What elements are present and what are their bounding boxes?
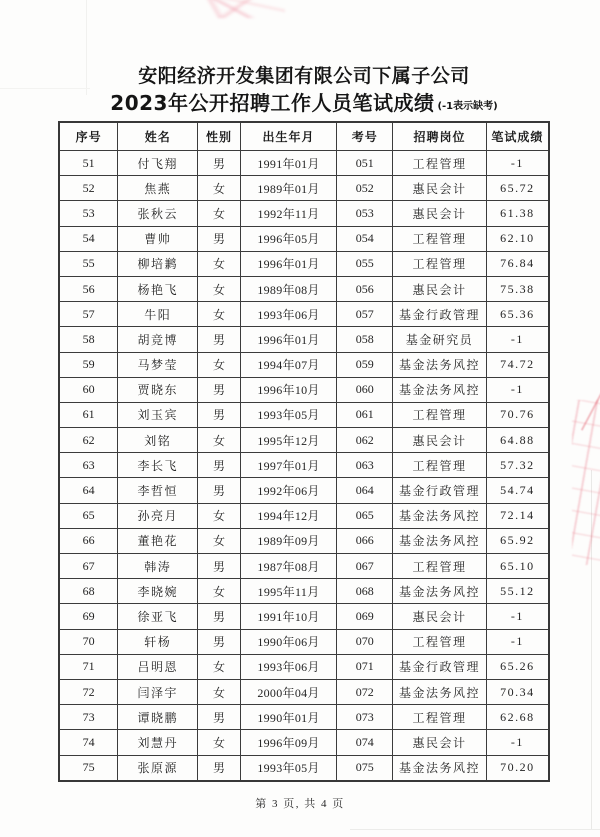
- table-row: [59, 730, 549, 755]
- table-cell: -1: [486, 327, 549, 352]
- table-cell: 男: [198, 402, 241, 427]
- table-cell: 惠民会计: [393, 176, 487, 201]
- table-row: [59, 705, 549, 730]
- table-cell: 055: [337, 251, 393, 276]
- table-cell: 1996年05月: [240, 226, 337, 251]
- table-cell: 64.88: [486, 428, 549, 453]
- table-cell: 男: [198, 226, 241, 251]
- table-cell: 060: [337, 377, 393, 402]
- table-cell: 1996年09月: [240, 730, 337, 755]
- table-row: [59, 428, 549, 453]
- red-stamp-fragment-top-icon: [180, 0, 285, 18]
- table-cell: 男: [198, 705, 241, 730]
- table-row: [59, 276, 549, 301]
- document-header: [58, 63, 550, 121]
- table-cell: 张原源: [118, 755, 198, 781]
- table-cell: 1989年08月: [240, 276, 337, 301]
- table-row: [59, 453, 549, 478]
- table-cell: 054: [337, 226, 393, 251]
- table-cell: 1993年06月: [240, 302, 337, 327]
- table-cell: 工程管理: [393, 554, 487, 579]
- table-header-row: [59, 122, 549, 151]
- column-header: 招聘岗位: [393, 122, 487, 151]
- table-row: [59, 402, 549, 427]
- table-row: [59, 679, 549, 704]
- table-cell: 60: [59, 377, 118, 402]
- table-cell: 2000年04月: [240, 679, 337, 704]
- table-cell: 064: [337, 478, 393, 503]
- table-cell: 74: [59, 730, 118, 755]
- table-cell: 1989年01月: [240, 176, 337, 201]
- table-cell: 男: [198, 629, 241, 654]
- table-cell: 女: [198, 201, 241, 226]
- column-header: 姓名: [118, 122, 198, 151]
- table-cell: 刘玉宾: [118, 402, 198, 427]
- table-cell: 65: [59, 503, 118, 528]
- table-cell: 男: [198, 478, 241, 503]
- table-cell: 基金法务风控: [393, 579, 487, 604]
- scores-table: [58, 121, 550, 782]
- table-row: [59, 503, 549, 528]
- table-cell: 1992年11月: [240, 201, 337, 226]
- table-cell: 1994年12月: [240, 503, 337, 528]
- table-cell: 惠民会计: [393, 604, 487, 629]
- table-cell: 61.38: [486, 201, 549, 226]
- table-cell: 068: [337, 579, 393, 604]
- table-cell: 72: [59, 679, 118, 704]
- table-cell: 57: [59, 302, 118, 327]
- table-row: [59, 201, 549, 226]
- table-cell: 066: [337, 528, 393, 553]
- table-cell: 051: [337, 151, 393, 176]
- table-cell: 70.20: [486, 755, 549, 781]
- table-cell: 65.10: [486, 554, 549, 579]
- table-cell: 1991年10月: [240, 604, 337, 629]
- table-cell: 1990年01月: [240, 705, 337, 730]
- scan-artifact: [350, 829, 600, 830]
- table-cell: 56: [59, 276, 118, 301]
- table-cell: 男: [198, 377, 241, 402]
- table-cell: -1: [486, 604, 549, 629]
- table-cell: 64: [59, 478, 118, 503]
- table-row: [59, 352, 549, 377]
- table-cell: 马梦莹: [118, 352, 198, 377]
- table-cell: 1993年06月: [240, 654, 337, 679]
- table-cell: 女: [198, 428, 241, 453]
- table-cell: 女: [198, 503, 241, 528]
- table-cell: 基金法务风控: [393, 528, 487, 553]
- table-cell: 062: [337, 428, 393, 453]
- table-cell: 谭晓鹏: [118, 705, 198, 730]
- table-cell: 韩涛: [118, 554, 198, 579]
- table-row: [59, 604, 549, 629]
- table-row: [59, 528, 549, 553]
- table-cell: 66: [59, 528, 118, 553]
- table-cell: 刘慧丹: [118, 730, 198, 755]
- table-cell: 轩杨: [118, 629, 198, 654]
- table-cell: 工程管理: [393, 151, 487, 176]
- table-cell: 1991年01月: [240, 151, 337, 176]
- table-cell: 55: [59, 251, 118, 276]
- table-cell: 刘铭: [118, 428, 198, 453]
- table-cell: 70: [59, 629, 118, 654]
- table-cell: 男: [198, 453, 241, 478]
- table-cell: 057: [337, 302, 393, 327]
- table-cell: 付飞翔: [118, 151, 198, 176]
- table-row: [59, 579, 549, 604]
- table-cell: 李长飞: [118, 453, 198, 478]
- table-cell: 女: [198, 579, 241, 604]
- table-cell: 基金法务风控: [393, 377, 487, 402]
- document-title-line2: [58, 89, 550, 121]
- table-cell: 65.36: [486, 302, 549, 327]
- table-cell: 63: [59, 453, 118, 478]
- table-cell: 女: [198, 528, 241, 553]
- table-cell: 基金法务风控: [393, 503, 487, 528]
- table-cell: 61: [59, 402, 118, 427]
- table-cell: -1: [486, 730, 549, 755]
- table-row: [59, 654, 549, 679]
- table-cell: 惠民会计: [393, 730, 487, 755]
- table-cell: 李晓婉: [118, 579, 198, 604]
- table-cell: 曹帅: [118, 226, 198, 251]
- table-cell: -1: [486, 377, 549, 402]
- table-cell: 1990年06月: [240, 629, 337, 654]
- table-cell: 基金行政管理: [393, 478, 487, 503]
- table-cell: 1992年06月: [240, 478, 337, 503]
- table-cell: 62: [59, 428, 118, 453]
- table-row: [59, 251, 549, 276]
- table-cell: 1993年05月: [240, 755, 337, 781]
- table-cell: 杨艳飞: [118, 276, 198, 301]
- page-footer: 第 3 页, 共 4 页: [255, 798, 345, 810]
- table-cell: 孙亮月: [118, 503, 198, 528]
- table-cell: -1: [486, 629, 549, 654]
- column-header: 笔试成绩: [486, 122, 549, 151]
- document-title-line1: 安阳经济开发集团有限公司下属子公司: [138, 65, 470, 87]
- table-cell: 1995年12月: [240, 428, 337, 453]
- red-stamp-fragment-right-icon: [572, 400, 600, 565]
- table-cell: 女: [198, 730, 241, 755]
- table-cell: 075: [337, 755, 393, 781]
- table-cell: 女: [198, 276, 241, 301]
- table-cell: 1996年01月: [240, 327, 337, 352]
- table-cell: 男: [198, 604, 241, 629]
- table-cell: 胡竞博: [118, 327, 198, 352]
- table-row: [59, 327, 549, 352]
- table-cell: 53: [59, 201, 118, 226]
- table-cell: 70.76: [486, 402, 549, 427]
- table-cell: 工程管理: [393, 705, 487, 730]
- table-cell: 51: [59, 151, 118, 176]
- table-cell: 59: [59, 352, 118, 377]
- table-cell: 071: [337, 654, 393, 679]
- table-row: [59, 302, 549, 327]
- column-header: 出生年月: [240, 122, 337, 151]
- table-cell: 073: [337, 705, 393, 730]
- table-cell: 女: [198, 176, 241, 201]
- table-cell: 65.26: [486, 654, 549, 679]
- table-cell: -1: [486, 151, 549, 176]
- table-cell: 67: [59, 554, 118, 579]
- table-row: [59, 377, 549, 402]
- table-cell: 董艳花: [118, 528, 198, 553]
- table-cell: 54.74: [486, 478, 549, 503]
- table-cell: 男: [198, 755, 241, 781]
- table-cell: 074: [337, 730, 393, 755]
- table-cell: 74.72: [486, 352, 549, 377]
- table-cell: 1987年08月: [240, 554, 337, 579]
- table-cell: 惠民会计: [393, 276, 487, 301]
- table-cell: 55.12: [486, 579, 549, 604]
- table-cell: 57.32: [486, 453, 549, 478]
- table-cell: 1995年11月: [240, 579, 337, 604]
- table-cell: 徐亚飞: [118, 604, 198, 629]
- table-cell: 052: [337, 176, 393, 201]
- table-cell: 053: [337, 201, 393, 226]
- table-cell: 058: [337, 327, 393, 352]
- table-cell: 75: [59, 755, 118, 781]
- table-cell: 52: [59, 176, 118, 201]
- table-cell: 工程管理: [393, 629, 487, 654]
- table-cell: 惠民会计: [393, 428, 487, 453]
- table-cell: 059: [337, 352, 393, 377]
- document-title-line2-text: 2023年公开招聘工作人员笔试成绩: [110, 91, 435, 115]
- table-cell: 65.92: [486, 528, 549, 553]
- table-cell: 李哲恒: [118, 478, 198, 503]
- table-cell: 女: [198, 352, 241, 377]
- table-cell: 58: [59, 327, 118, 352]
- table-cell: 焦燕: [118, 176, 198, 201]
- table-cell: 闫泽宇: [118, 679, 198, 704]
- table-cell: 070: [337, 629, 393, 654]
- table-cell: 基金行政管理: [393, 654, 487, 679]
- table-cell: 72.14: [486, 503, 549, 528]
- table-row: [59, 478, 549, 503]
- table-cell: 065: [337, 503, 393, 528]
- table-cell: 贾晓东: [118, 377, 198, 402]
- table-cell: 072: [337, 679, 393, 704]
- table-cell: 基金法务风控: [393, 679, 487, 704]
- table-cell: 工程管理: [393, 226, 487, 251]
- table-cell: 65.72: [486, 176, 549, 201]
- table-cell: 基金法务风控: [393, 352, 487, 377]
- table-cell: 62.10: [486, 226, 549, 251]
- table-cell: 柳培鹣: [118, 251, 198, 276]
- table-cell: 70.34: [486, 679, 549, 704]
- table-cell: 1989年09月: [240, 528, 337, 553]
- table-cell: 73: [59, 705, 118, 730]
- table-cell: 1996年10月: [240, 377, 337, 402]
- table-cell: 1993年05月: [240, 402, 337, 427]
- table-cell: 工程管理: [393, 453, 487, 478]
- table-cell: 张秋云: [118, 201, 198, 226]
- table-cell: 62.68: [486, 705, 549, 730]
- table-cell: 75.38: [486, 276, 549, 301]
- table-cell: 女: [198, 679, 241, 704]
- table-cell: 惠民会计: [393, 201, 487, 226]
- table-cell: 工程管理: [393, 402, 487, 427]
- table-cell: 女: [198, 251, 241, 276]
- table-cell: 1997年01月: [240, 453, 337, 478]
- table-cell: 68: [59, 579, 118, 604]
- table-row: [59, 755, 549, 781]
- table-row: [59, 226, 549, 251]
- table-cell: 1996年01月: [240, 251, 337, 276]
- table-cell: 男: [198, 327, 241, 352]
- table-cell: 69: [59, 604, 118, 629]
- table-cell: 056: [337, 276, 393, 301]
- table-row: [59, 151, 549, 176]
- table-row: [59, 554, 549, 579]
- table-cell: 男: [198, 554, 241, 579]
- table-cell: 71: [59, 654, 118, 679]
- absent-score-note: (-1表示缺考): [437, 101, 498, 112]
- column-header: 考号: [337, 122, 393, 151]
- table-row: [59, 629, 549, 654]
- column-header: 性别: [198, 122, 241, 151]
- table-cell: 1994年07月: [240, 352, 337, 377]
- table-cell: 牛阳: [118, 302, 198, 327]
- table-cell: 女: [198, 302, 241, 327]
- table-cell: 吕明恩: [118, 654, 198, 679]
- table-cell: 基金研究员: [393, 327, 487, 352]
- column-header: 序号: [59, 122, 118, 151]
- table-cell: 061: [337, 402, 393, 427]
- table-cell: 基金法务风控: [393, 755, 487, 781]
- table-cell: 基金行政管理: [393, 302, 487, 327]
- table-cell: 067: [337, 554, 393, 579]
- table-body: [59, 151, 549, 781]
- table-cell: 男: [198, 151, 241, 176]
- table-cell: 063: [337, 453, 393, 478]
- table-cell: 工程管理: [393, 251, 487, 276]
- table-row: [59, 176, 549, 201]
- table-cell: 54: [59, 226, 118, 251]
- table-cell: 76.84: [486, 251, 549, 276]
- table-cell: 女: [198, 654, 241, 679]
- table-cell: 069: [337, 604, 393, 629]
